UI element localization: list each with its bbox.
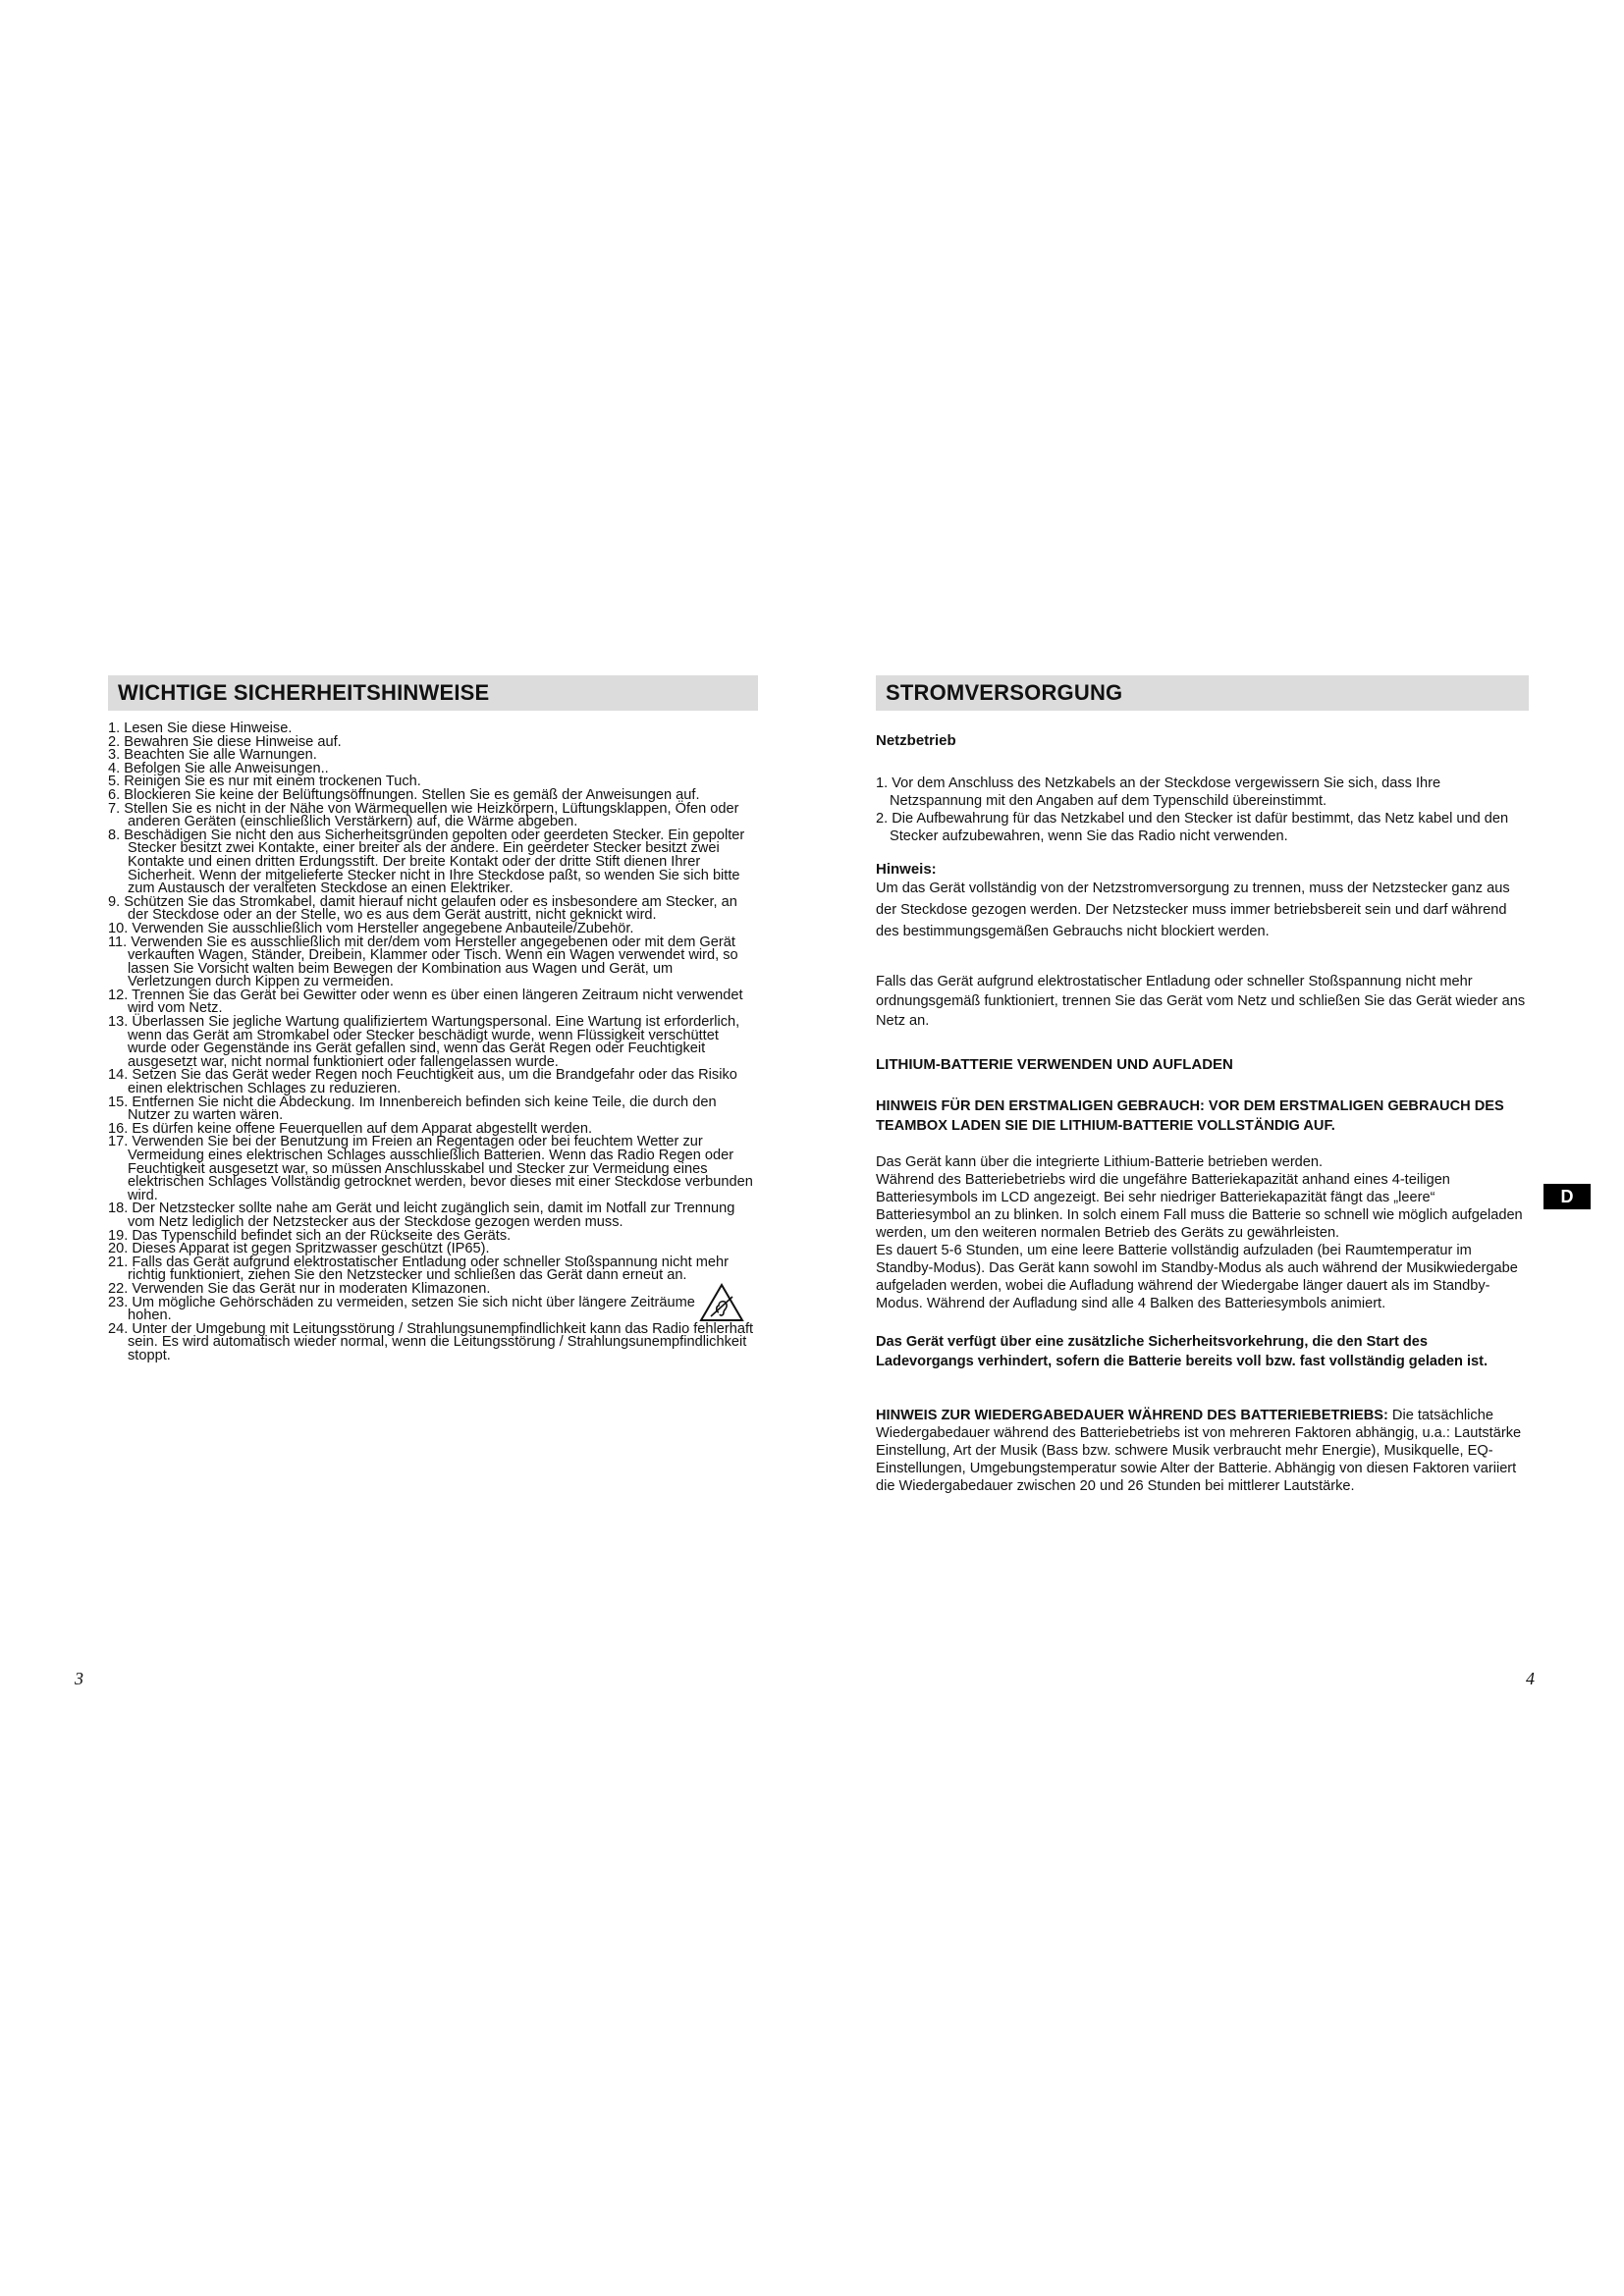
page-number-left: 3 [75, 1669, 83, 1688]
page-number-right: 4 [1526, 1669, 1535, 1688]
battery-text-2: Während des Batteriebetriebs wird die ungefähre Batteriekapazität anhand eines 4-teiligen Batteriesymbols im LCD angezeigt. Bei sehr niedriger Batteriekapazität fängt das „leere“ Batteriesymbol an zu blinken. In solch einem Fall muss die Batterie so schnell wie möglich aufgeladen werden, um den weiteren normalen Betrieb des Geräts zu gewährleisten. [876, 1172, 1523, 1241]
list-item: 2. Bewahren Sie diese Hinweise auf. [108, 733, 342, 750]
list-item: 9. Schützen Sie das Stromkabel, damit hierauf nicht gelaufen oder es insbesondere am Stecker, an der Steckdose oder an der Stelle, wo es aus dem Gerät austritt, nicht geknickt wird. [108, 893, 737, 924]
battery-text-3: Es dauert 5-6 Stunden, um eine leere Batterie vollständig aufzuladen (bei Raumtemperatur im Standby-Modus). Das Gerät kann sowohl im Standby-Modus als auch während der Musikwiedergabe aufgeladen werden, wobei die Aufladung während der Wiedergabe länger dauert als im Standby-Modus. Während der Aufladung sind alle 4 Balken des Batteriesymbols animiert. [876, 1243, 1518, 1311]
safety-note: Das Gerät verfügt über eine zusätzliche Sicherheitsvorkehrung, die den Start des Ladevorgangs verhindert, sofern die Batterie bereits voll bzw. fast vollständig geladen ist. [876, 1334, 1489, 1369]
left-page [108, 675, 758, 1363]
netz-item-1: 1. Vor dem Anschluss des Netzkabels an der Steckdose vergewissern Sie sich, dass Ihre Netzspannung mit den Angaben auf dem Typenschild übereinstimmt. [876, 775, 1441, 809]
list-item: 12. Trennen Sie das Gerät bei Gewitter oder wenn es über einen längeren Zeitraum nicht verwendet wird vom Netz. [108, 987, 743, 1017]
list-item: 1. Lesen Sie diese Hinweise. [108, 721, 293, 736]
hearing-warning-icon [699, 1283, 744, 1322]
playtime-text: Die tatsächliche Wiedergabedauer während des Batteriebetriebs ist von mehreren Faktoren abhängig, u.a.: Lautstärke Einstellung, Art der Musik (Bass bzw. schwere Musik verbraucht mehr Energie), Musikquelle, EQ-Einstellungen, Umgebungstemperatur sowie Alter der Batterie. Abhängig von diesen Faktoren variiert die Wiedergabedauer zwischen 20 und 26 Stunden bei mittlerer Lautstärke. [876, 1408, 1522, 1494]
esd-text: Falls das Gerät aufgrund elektrostatischer Entladung oder schneller Stoßspannung nicht mehr ordnungsgemäß funktioniert, trennen Sie das Gerät vom Netz und schließen Sie das Gerät wieder ans Netz an. [876, 974, 1526, 1029]
list-item: 8. Beschädigen Sie nicht den aus Sicherheitsgründen gepolten oder geerdeten Stecker. Ein gepolter Stecker besitzt zwei Kontakte, einer breiter als der andere. Ein geerdeter Stecker besitzt zwei Kontakte und einen dritten Erdungsstift. Der breite Kontakt oder der dritte Stift dienen Ihrer Sicherheit. Wenn der mitgelieferte Stecker nicht in Ihre Steckdose paßt, so wenden Sie sich bitte zum Austausch der veralteten Steckdose an einen Elektriker. [108, 827, 745, 897]
list-item: 6. Blockieren Sie keine der Belüftungsöffnungen. Stellen Sie es gemäß der Anweisungen auf. [108, 786, 700, 803]
battery-text-1: Das Gerät kann über die integrierte Lithium-Batterie betrieben werden. [876, 1154, 1324, 1170]
list-item: 22. Verwenden Sie das Gerät nur in moderaten Klimazonen. [108, 1280, 491, 1297]
language-tab: D [1543, 1184, 1591, 1209]
list-item: 20. Dieses Apparat ist gegen Spritzwasser geschützt (IP65). [108, 1241, 490, 1257]
list-item: 4. Befolgen Sie alle Anweisungen.. [108, 760, 329, 776]
list-item: 16. Es dürfen keine offene Feuerquellen auf dem Apparat abgestellt werden. [108, 1120, 593, 1137]
list-item: 19. Das Typenschild befindet sich an der Rückseite des Geräts. [108, 1227, 512, 1244]
list-item: 24. Unter der Umgebung mit Leitungsstörung / Strahlungsunempfindlichkeit kann das Radio fehlerhaft sein. Es wird automatisch wieder normal, wenn die Leitungsstörung / Strahlungsunempfindlichkeit stoppt. [108, 1320, 754, 1363]
list-item: 14. Setzen Sie das Gerät weder Regen noch Feuchtigkeit aus, um die Brandgefahr oder das Risiko einen elektrischen Schlages zu reduzieren. [108, 1067, 737, 1097]
list-item: 15. Entfernen Sie nicht die Abdeckung. Im Innenbereich befinden sich keine Teile, die durch den Nutzer zu warten wären. [108, 1094, 717, 1124]
right-page [876, 675, 1529, 1495]
list-item-hearing [108, 1294, 758, 1324]
list-item-text: 23. Um mögliche Gehörschäden zu vermeiden, setzen Sie sich nicht über längere Zeiträume hohen. [108, 1294, 695, 1324]
hinweis-heading: Hinweis: [876, 861, 937, 878]
safety-list [108, 722, 758, 1363]
list-item: 17. Verwenden Sie bei der Benutzung im Freien an Regentagen oder bei feuchtem Wetter zur Vermeidung eines elektrischen Schlages ausschließlich Batterien. Wenn das Radio Regen oder Feuchtigkeit ausgesetzt war, so müssen Anschlusskabel und Stecker zur Vermeidung eines elektrischen Schlages Vollständig getrocknet werden, bevor dieses mit einer Steckdose verbunden wird. [108, 1134, 753, 1203]
first-use-note: HINWEIS FÜR DEN ERSTMALIGEN GEBRAUCH: VOR DEM ERSTMALIGEN GEBRAUCH DES TEAMBOX LADEN SIE DIE LITHIUM-BATTERIE VOLLSTÄNDIG AUF. [876, 1098, 1504, 1134]
list-item: 5. Reinigen Sie es nur mit einem trockenen Tuch. [108, 774, 421, 790]
list-item: 10. Verwenden Sie ausschließlich vom Hersteller angegebene Anbauteile/Zubehör. [108, 920, 634, 936]
list-item: 3. Beachten Sie alle Warnungen. [108, 747, 317, 764]
netz-item-2: 2. Die Aufbewahrung für das Netzkabel und den Stecker ist dafür bestimmt, das Netz kabel und den Stecker aufzubewahren, wenn Sie das Radio nicht verwenden. [876, 811, 1509, 844]
lithium-heading: LITHIUM-BATTERIE VERWENDEN UND AUFLADEN [876, 1056, 1233, 1073]
safety-title: WICHTIGE SICHERHEITSHINWEISE [108, 675, 758, 711]
hinweis-text: Um das Gerät vollständig von der Netzstromversorgung zu trennen, muss der Netzstecker ganz aus der Steckdose gezogen werden. Der Netzstecker muss immer betriebsbereit sein und darf während des bestimmungsgemäßen Gebrauchs nicht blockiert werden. [876, 881, 1510, 939]
list-item: 11. Verwenden Sie es ausschließlich mit der/dem vom Hersteller angegebenen oder mit dem Gerät verkauften Wagen, Ständer, Dreibein, Klammer oder Tisch. Wenn ein Wagen verwendet wird, so lassen Sie Vorsicht walten beim Bewegen der Kombination aus Wagen und Gerät, um Verletzungen durch Kippen zu vermeiden. [108, 934, 738, 990]
netz-heading: Netzbetrieb [876, 732, 956, 749]
list-item: 7. Stellen Sie es nicht in der Nähe von Wärmequellen wie Heizkörpern, Lüftungsklappen, Öfen oder anderen Geräten (einschließlich Verstärkern) auf, die Wärme abgeben. [108, 800, 739, 830]
playtime-note [876, 1407, 1529, 1495]
list-item: 21. Falls das Gerät aufgrund elektrostatischer Entladung oder schneller Stoßspannung nicht mehr richtig funktioniert, ziehen Sie den Netzstecker und schließen das Gerät dann erneut an. [108, 1254, 729, 1284]
list-item: 18. Der Netzstecker sollte nahe am Gerät und leicht zugänglich sein, damit im Notfall zur Trennung vom Netz lediglich der Netzstecker aus der Steckdose gezogen werden muss. [108, 1201, 735, 1230]
playtime-heading: HINWEIS ZUR WIEDERGABEDAUER WÄHREND DES BATTERIEBETRIEBS: [876, 1408, 1388, 1423]
power-title: STROMVERSORGUNG [876, 675, 1529, 711]
list-item: 13. Überlassen Sie jegliche Wartung qualifiziertem Wartungspersonal. Eine Wartung ist erforderlich, wenn das Gerät am Stromkabel oder Stecker beschädigt wurde, wenn Flüssigkeit verschüttet wurde oder Gegenstände ins Gerät gefallen sind, wenn das Gerät Regen oder Feuchtigkeit ausgesetzt war, nicht normal funktioniert oder fallengelassen wurde. [108, 1014, 740, 1070]
